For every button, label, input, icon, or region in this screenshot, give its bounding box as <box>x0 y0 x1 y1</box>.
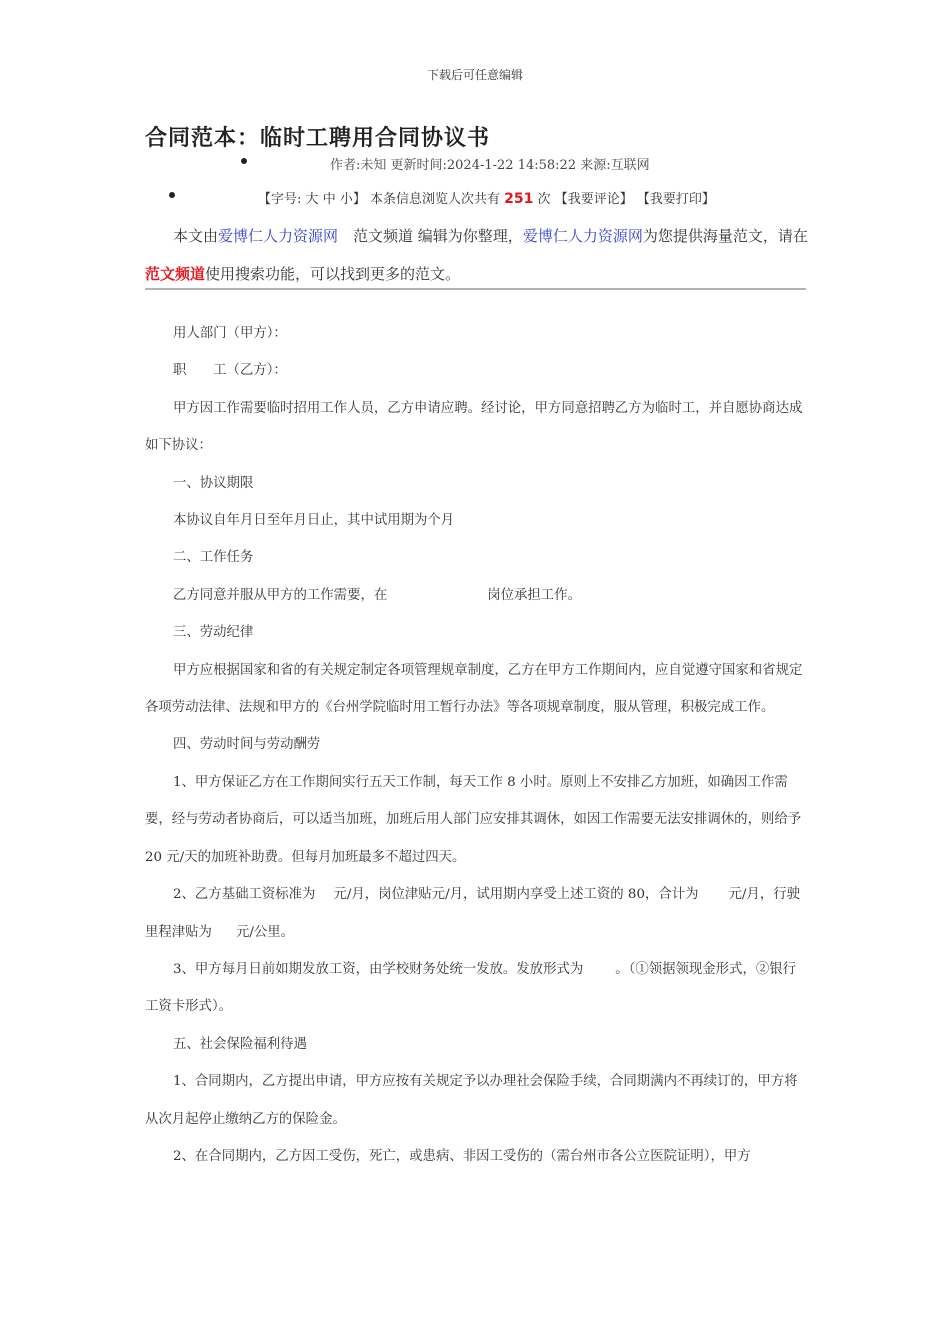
font-size-small-link[interactable]: 小 <box>339 192 353 207</box>
preamble-paragraph: 甲方因工作需要临时招用工作人员，乙方申请应聘。经讨论，甲方同意招聘乙方为临时工，并自愿协商达成如下协议： <box>145 400 803 454</box>
section-heading: 五、社会保险福利待遇 <box>173 1036 307 1052</box>
section-paragraph: 1、甲方保证乙方在工作期间实行五天工作制，每天工作 8 小时。原则上不安排乙方加班，如确因工作需要，经与劳动者协商后，可以适当加班，加班后用人部门应安排其调休，如因工作需要无法安排调休的，则给予 20 元/天的加班补助费。但每月加班最多不超过四天。 <box>145 774 802 865</box>
party-b-line: 职 工（乙方）： <box>173 363 287 379</box>
section-heading: 四、劳动时间与劳动酬劳 <box>173 737 321 753</box>
intro-paragraph <box>145 217 810 293</box>
font-size-large-link[interactable]: 大 <box>305 192 319 207</box>
font-size-medium-link[interactable]: 中 <box>322 192 336 207</box>
text-segment: 元/月，行驶里程津贴为 <box>145 887 800 940</box>
section-paragraph <box>145 577 807 614</box>
text-segment: 元/公里。 <box>235 924 295 940</box>
download-note: 下载后可任意编辑 <box>426 68 523 82</box>
party-a-line: 用人部门（甲方）： <box>173 326 287 341</box>
site-link[interactable]: 爱博仁人力资源网 <box>218 227 339 245</box>
intro-text: 为您提供海量范文，请在 <box>642 227 808 245</box>
article-toolbar <box>258 188 715 207</box>
intro-text: 范文频道 编辑为你整理， <box>338 227 523 245</box>
article-meta: 作者:未知 更新时间:2024-1-22 14:58:22 来源:互联网 <box>330 158 650 173</box>
bullet-icon <box>241 158 247 164</box>
intro-text: 使用搜索功能，可以找到更多的范文。 <box>205 265 461 283</box>
text-segment: 。（①领据领现金形式，②银行工资卡形式）。 <box>145 961 797 1015</box>
text-segment: 岗位承担工作。 <box>487 587 581 603</box>
views-count: 251 <box>504 191 534 207</box>
text-segment: 3、甲方每月日前如期发放工资，由学校财务处统一发放。发放形式为 <box>173 961 584 977</box>
print-link[interactable]: 【我要打印】 <box>636 192 715 207</box>
channel-link[interactable]: 范文频道 <box>145 265 206 283</box>
section-paragraph: 2、在合同期内，乙方因工受伤，死亡，或患病、非因工受伤的（需台州市各公立医院证明），甲方 <box>173 1148 751 1164</box>
intro-text: 本文由 <box>173 227 219 245</box>
views-prefix: 本条信息浏览人次共有 <box>370 192 501 207</box>
section-paragraph: 本协议自年月日至年月日止，其中试用期为个月 <box>173 513 455 529</box>
bullet-icon <box>169 192 175 198</box>
font-size-label: 【字号: <box>258 192 302 207</box>
contract-body <box>145 315 807 1175</box>
page-title: 合同范本：临时工聘用合同协议书 <box>145 125 491 151</box>
text-segment: 元/月，岗位津贴元/月，试用期内享受上述工资的 80，合计为 <box>333 887 699 903</box>
section-paragraph <box>145 876 807 951</box>
text-segment: 乙方同意并服从甲方的工作需要，在 <box>173 587 388 603</box>
text-segment: 2、乙方基础工资标准为 <box>173 887 316 903</box>
comment-link[interactable]: 【我要评论】 <box>554 192 633 207</box>
section-heading: 三、劳动纪律 <box>173 625 254 641</box>
section-heading: 二、工作任务 <box>173 550 254 566</box>
views-suffix: 次 <box>537 192 551 207</box>
section-paragraph <box>145 951 807 1026</box>
divider <box>145 288 806 290</box>
section-heading: 一、协议期限 <box>173 475 254 491</box>
site-link[interactable]: 爱博仁人力资源网 <box>522 227 643 245</box>
section-paragraph: 1、合同期内，乙方提出申请，甲方应按有关规定予以办理社会保险手续，合同期满内不再续订的，甲方将从次月起停止缴纳乙方的保险金。 <box>145 1074 798 1127</box>
font-size-close: 】 <box>352 192 366 207</box>
section-paragraph: 甲方应根据国家和省的有关规定制定各项管理规章制度，乙方在甲方工作期间内，应自觉遵守国家和省规定各项劳动法律、法规和甲方的《台州学院临时用工暂行办法》等各项规章制度，服从管理，积极完成工作。 <box>145 662 803 716</box>
